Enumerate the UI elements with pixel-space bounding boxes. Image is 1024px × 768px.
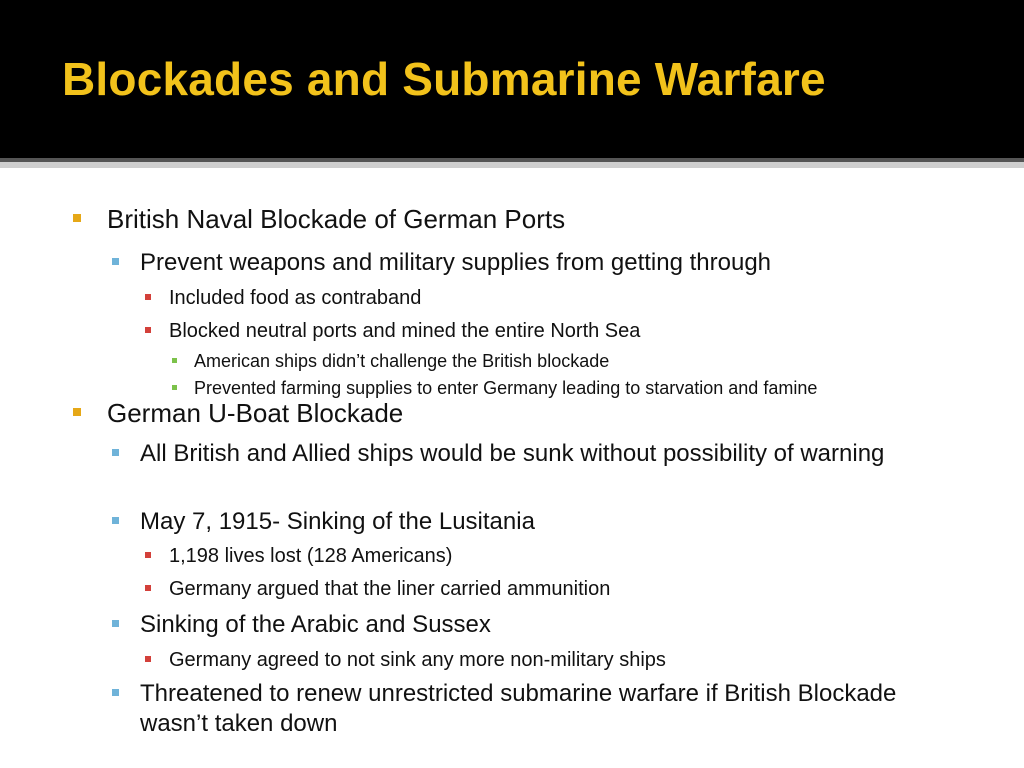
bullet-item-level3: [169, 544, 452, 568]
bullet-text: Blocked neutral ports and mined the entire North Sea: [169, 320, 641, 342]
bullet-text: Germany argued that the liner carried ammunition: [169, 578, 611, 600]
square-bullet-icon: [73, 408, 81, 416]
bullet-item-level2: [140, 439, 970, 469]
square-bullet-icon: [145, 327, 151, 333]
square-bullet-icon: [145, 656, 151, 662]
bullet-text: Prevented farming supplies to enter Germany leading to starvation and famine: [194, 378, 818, 398]
bullet-item-level4: [194, 377, 817, 399]
square-bullet-icon: [112, 258, 119, 265]
bullet-item-level1: [107, 398, 403, 428]
square-bullet-icon: [112, 449, 119, 456]
bullet-text: British Naval Blockade of German Ports: [107, 204, 566, 234]
bullet-item-level2: [140, 679, 970, 739]
square-bullet-icon: [145, 552, 151, 558]
square-bullet-icon: [145, 294, 151, 300]
bullet-item-level3: [169, 648, 666, 672]
slide-content: [0, 168, 1024, 768]
bullet-item-level3: [169, 577, 610, 601]
bullet-item-level1: [107, 204, 565, 234]
square-bullet-icon: [73, 214, 81, 222]
bullet-text: 1,198 lives lost (128 Americans): [169, 545, 453, 567]
square-bullet-icon: [145, 585, 151, 591]
bullet-item-level2: [140, 610, 970, 640]
square-bullet-icon: [172, 385, 177, 390]
bullet-text: All British and Allied ships would be sunk without possibility of warning: [140, 440, 885, 467]
bullet-text: May 7, 1915- Sinking of the Lusitania: [140, 508, 535, 535]
bullet-text: Germany agreed to not sink any more non-military ships: [169, 649, 666, 671]
bullet-text: Threatened to renew unrestricted submarine warfare if British Blockade wasn’t taken down: [140, 680, 897, 737]
slide-title: Blockades and Submarine Warfare: [62, 53, 826, 105]
bullet-text: American ships didn’t challenge the British blockade: [194, 351, 610, 371]
title-band: [0, 0, 1024, 158]
bullet-item-level3: [169, 319, 640, 343]
square-bullet-icon: [172, 358, 177, 363]
bullet-item-level2: [140, 507, 970, 537]
bullet-text: Prevent weapons and military supplies from getting through: [140, 249, 772, 276]
bullet-item-level2: [140, 248, 970, 278]
square-bullet-icon: [112, 620, 119, 627]
bullet-item-level4: [194, 350, 609, 372]
bullet-item-level3: [169, 286, 421, 310]
bullet-text: Sinking of the Arabic and Sussex: [140, 611, 491, 638]
square-bullet-icon: [112, 517, 119, 524]
bullet-text: German U-Boat Blockade: [107, 398, 404, 428]
bullet-text: Included food as contraband: [169, 287, 422, 309]
square-bullet-icon: [112, 689, 119, 696]
